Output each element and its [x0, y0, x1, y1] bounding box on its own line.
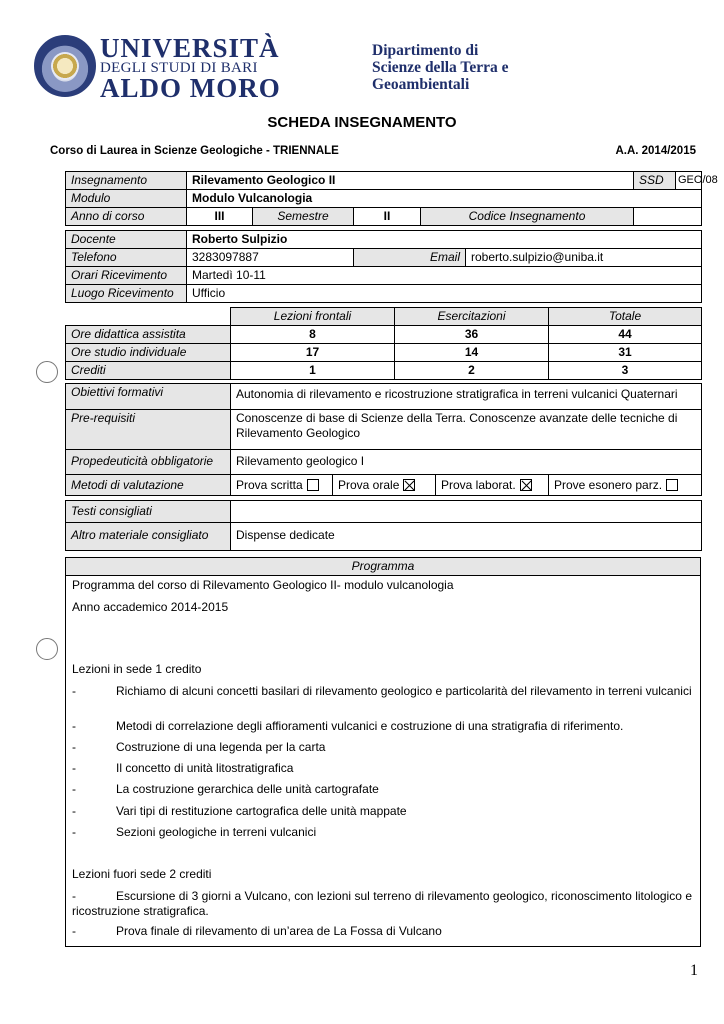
list-dash: - [72, 684, 76, 698]
hours-lezioni: 1 [231, 362, 395, 380]
fuori-item-text: Prova finale di rilevamento di un’area de La Fossa di Vulcano [116, 924, 442, 938]
anno-label: Anno di corso [66, 208, 187, 226]
prova-orale-option [333, 475, 436, 496]
hours-totale: 3 [549, 362, 702, 380]
orari-value: Martedì 10-11 [187, 267, 702, 285]
binder-hole-icon [36, 361, 58, 383]
docente-table [65, 230, 702, 303]
university-name-line1: UNIVERSITÀ [100, 33, 280, 63]
hours-totale: 44 [549, 326, 702, 344]
obiettivi-value: Autonomia di rilevamento e ricostruzione stratigrafica in terreni vulcanici Quaternari [231, 384, 702, 410]
fuori-item [72, 924, 692, 939]
email-value: roberto.sulpizio@uniba.it [466, 249, 702, 267]
prerequisiti-label: Pre-requisiti [66, 410, 231, 450]
prova-scritta-option [231, 475, 333, 496]
docente-label: Docente [66, 231, 187, 249]
prova-scritta-checkbox[interactable] [307, 479, 319, 491]
sede-item-text: Il concetto di unità litostratigrafica [116, 761, 294, 775]
prove-esonero-checkbox[interactable] [666, 479, 678, 491]
hours-esercitazioni: 36 [395, 326, 549, 344]
sede-item-text: Sezioni geologiche in terreni vulcanici [116, 825, 317, 839]
prove-esonero-label: Prove esonero parz. [554, 478, 663, 492]
list-dash: - [72, 761, 76, 775]
list-dash: - [72, 719, 76, 733]
university-logo-text [100, 33, 281, 103]
hours-totale: 31 [549, 344, 702, 362]
altro-value: Dispense dedicate [231, 523, 702, 551]
list-dash: - [72, 889, 76, 903]
sede-item [72, 782, 692, 797]
hours-row-label: Ore didattica assistita [66, 326, 231, 344]
list-dash: - [72, 924, 76, 938]
luogo-label: Luogo Ricevimento [66, 285, 187, 303]
ssd-value: GEO/08 [676, 172, 702, 190]
list-dash: - [72, 804, 76, 818]
prerequisiti-value: Conoscenze di base di Scienze della Terra. Conoscenze avanzate delle tecniche di Rilevamento Geologico [231, 410, 702, 450]
metodi-label: Metodi di valutazione [66, 475, 231, 496]
testi-label: Testi consigliati [66, 501, 231, 523]
hours-corner [66, 308, 231, 326]
page-title: SCHEDA INSEGNAMENTO [267, 114, 457, 131]
docente-value: Roberto Sulpizio [187, 231, 702, 249]
col-esercitazioni: Esercitazioni [395, 308, 549, 326]
altro-label: Altro materiale consigliato [66, 523, 231, 551]
prove-esonero-option [549, 475, 702, 496]
codice-value [634, 208, 702, 226]
details-table [65, 383, 702, 496]
insegnamento-label: Insegnamento [66, 172, 187, 190]
hours-row [66, 344, 702, 362]
sede-item-text: La costruzione gerarchica delle unità cartografate [116, 782, 379, 796]
obiettivi-label: Obiettivi formativi [66, 384, 231, 410]
prova-laborat-option [436, 475, 549, 496]
propedeuticita-label: Propedeuticità obbligatorie [66, 450, 231, 475]
materials-table [65, 500, 702, 551]
semestre-value: II [354, 208, 421, 226]
codice-label: Codice Insegnamento [421, 208, 634, 226]
insegnamento-value: Rilevamento Geologico II [187, 172, 634, 190]
ssd-label: SSD [634, 172, 676, 190]
page-number: 1 [690, 962, 698, 979]
list-dash: - [72, 740, 76, 754]
programma-header: Programma [66, 558, 700, 576]
prova-orale-label: Prova orale [338, 478, 400, 492]
programma-intro1: Programma del corso di Rilevamento Geologico II- modulo vulcanologia [72, 578, 454, 592]
propedeuticita-value: Rilevamento geologico I [231, 450, 702, 475]
department-line3: Geoambientali [372, 76, 470, 93]
sede-item [72, 740, 692, 755]
hours-lezioni: 8 [231, 326, 395, 344]
hours-lezioni: 17 [231, 344, 395, 362]
department-name [372, 42, 572, 93]
semestre-label: Semestre [253, 208, 354, 226]
sede-item [72, 761, 692, 776]
department-line2: Scienze della Terra e [372, 59, 509, 76]
sede-item [72, 804, 692, 819]
hours-esercitazioni: 14 [395, 344, 549, 362]
prova-orale-checkbox[interactable] [403, 479, 415, 491]
programma-body [66, 576, 700, 938]
university-name-line2: DEGLI STUDI DI BARI [100, 60, 258, 76]
prova-scritta-label: Prova scritta [236, 478, 303, 492]
sede-item [72, 719, 692, 734]
course-name: Corso di Laurea in Scienze Geologiche - TRIENNALE [50, 145, 339, 157]
col-totale: Totale [549, 308, 702, 326]
programma-intro2: Anno accademico 2014-2015 [72, 600, 229, 614]
fuori-item-text: Escursione di 3 giorni a Vulcano, con lezioni sul terreno di rilevamento geologico, riconoscimento litologico e ricostruzione stratigrafica. [72, 889, 692, 918]
prova-laborat-checkbox[interactable] [520, 479, 532, 491]
sede-item [72, 825, 692, 840]
modulo-value: Modulo Vulcanologia [187, 190, 702, 208]
sede-title: Lezioni in sede 1 credito [72, 662, 202, 676]
sede-item [72, 684, 692, 699]
anno-value: III [187, 208, 253, 226]
orari-label: Orari Ricevimento [66, 267, 187, 285]
university-seal-logo [34, 35, 96, 97]
modulo-label: Modulo [66, 190, 187, 208]
list-dash: - [72, 825, 76, 839]
hours-esercitazioni: 2 [395, 362, 549, 380]
hours-row [66, 362, 702, 380]
sede-item-text: Metodi di correlazione degli affioramenti vulcanici e costruzione di una stratigrafia di riferimento. [116, 719, 624, 733]
list-dash: - [72, 782, 76, 796]
binder-hole-icon [36, 638, 58, 660]
fuori-title: Lezioni fuori sede 2 crediti [72, 867, 212, 881]
prova-laborat-label: Prova laborat. [441, 478, 516, 492]
email-label: Email [354, 249, 466, 267]
programma-section [65, 557, 701, 947]
sede-item-text: Costruzione di una legenda per la carta [116, 740, 326, 754]
course-info-table [65, 171, 718, 226]
hours-row [66, 326, 702, 344]
hours-table [65, 307, 702, 380]
hours-row-label: Ore studio individuale [66, 344, 231, 362]
university-name-line3: ALDO MORO [100, 73, 281, 103]
telefono-value: 3283097887 [187, 249, 354, 267]
fuori-item [72, 889, 692, 919]
testi-value [231, 501, 702, 523]
department-line1: Dipartimento di [372, 42, 479, 59]
col-lezioni: Lezioni frontali [231, 308, 395, 326]
luogo-value: Ufficio [187, 285, 702, 303]
academic-year: A.A. 2014/2015 [615, 145, 696, 157]
sede-item-text: Vari tipi di restituzione cartografica delle unità mappate [116, 804, 407, 818]
sede-item-text: Richiamo di alcuni concetti basilari di rilevamento geologico e particolarità del rilevamento in terreni vulcanici [116, 684, 692, 698]
telefono-label: Telefono [66, 249, 187, 267]
hours-row-label: Crediti [66, 362, 231, 380]
